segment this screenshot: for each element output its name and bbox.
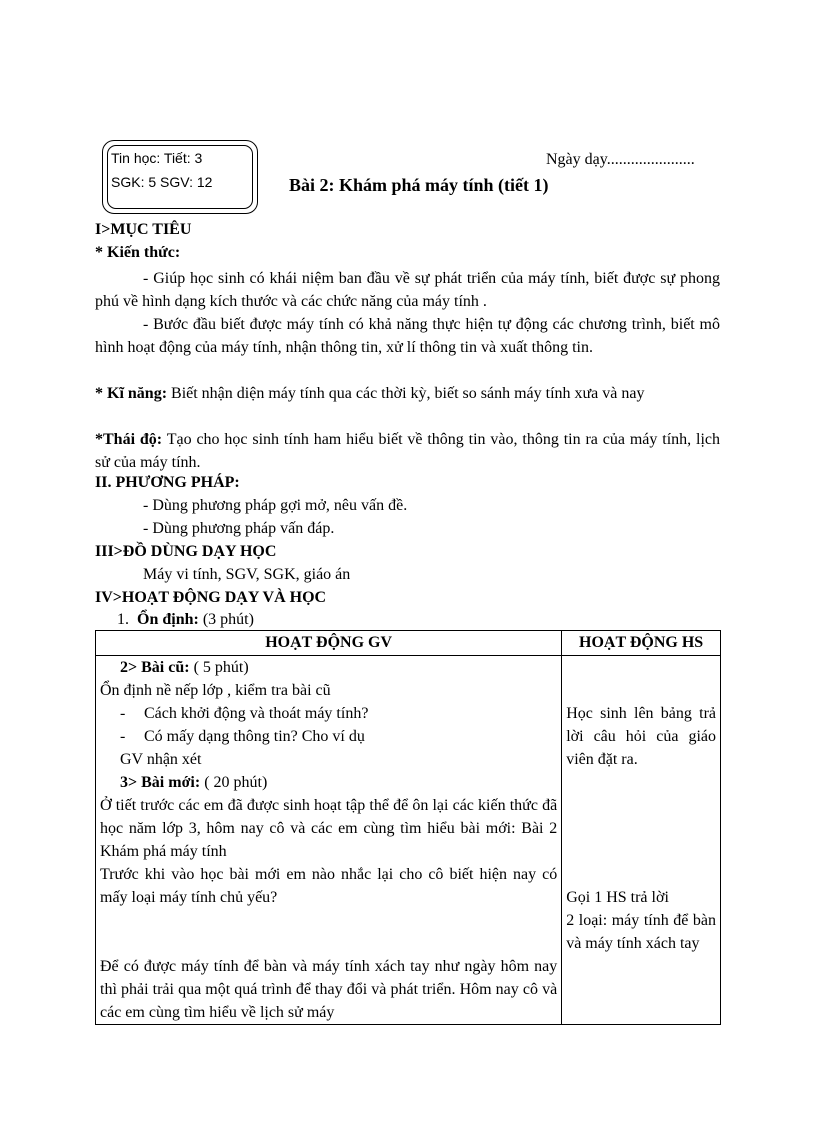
knowledge-paragraph-1: - Giúp học sinh có khái niệm ban đầu về sự phát triển của máy tính, biết được sự phong phú về hình dạng kích thước và các chức năng của máy tính . (95, 270, 720, 310)
old-lesson-intro: Ổn định nề nếp lớp , kiểm tra bài cũ (100, 682, 331, 699)
spacer (100, 909, 557, 955)
table-row (96, 656, 721, 1025)
materials-text: Máy vi tính, SGV, SGK, giáo án (143, 566, 351, 583)
skill-text: Biết nhận diện máy tính qua các thời kỳ, biết so sánh máy tính xưa và nay (167, 385, 645, 402)
knowledge-paragraph-2: - Bước đầu biết được máy tính có khả năng thực hiện tự động các chương trình, biết mô hình hoạt động của máy tính, nhận thông tin, xử lí thông tin và xuất thông tin. (95, 316, 720, 356)
lesson-title: Bài 2: Khám phá máy tính (tiết 1) (289, 175, 549, 195)
student-answer-1: Học sinh lên bảng trả lời câu hỏi của giáo viên đặt ra. (566, 705, 716, 768)
student-answer-2-line-2: 2 loại: máy tính để bàn và máy tính xách tay (566, 912, 716, 952)
method-item-2: - Dùng phương pháp vấn đáp. (143, 520, 335, 537)
skill-label: * Kĩ năng: (95, 385, 168, 402)
date-label: Ngày dạy...................... (546, 151, 695, 168)
knowledge-label: * Kiến thức: (95, 244, 181, 261)
lesson-info-box (102, 140, 258, 214)
student-answer-2-line-1: Gọi 1 HS trả lời (566, 889, 669, 906)
step1-line (117, 611, 254, 629)
new-lesson-paragraph-3: Để có được máy tính để bàn và máy tính xách tay như ngày hôm nay thì phải trải qua một quá trình để thay đổi và phát triển. Hôm nay cô và các em cùng tìm hiểu về lịch sử máy (100, 958, 558, 1021)
skill-paragraph (95, 382, 720, 405)
teacher-activity-cell (96, 656, 562, 1025)
old-lesson-heading (100, 656, 557, 679)
method-item-1: - Dùng phương pháp gợi mở, nêu vấn đề. (143, 497, 408, 514)
old-question-2: - Có mấy dạng thông tin? Cho ví dụ (120, 725, 557, 748)
spacer (566, 771, 716, 886)
new-lesson-paragraph-1: Ở tiết trước các em đã được sinh hoạt tập thể để ôn lại các kiến thức đã học năm lớp 3, hôm nay cô và các em cùng tìm hiểu bài mới: Bài 2 Khám phá máy tính (100, 797, 558, 860)
old-question-1: - Cách khởi động và thoát máy tính? (120, 702, 557, 725)
new-lesson-label: 3> Bài mới: (120, 774, 201, 791)
info-line-1: Tin học: Tiết: 3 (111, 150, 203, 166)
teacher-comment: GV nhận xét (120, 751, 202, 768)
attitude-text: Tạo cho học sinh tính ham hiểu biết về thông tin vào, thông tin ra của máy tính, lịch sử của máy tính. (95, 431, 721, 471)
step1-number: 1. (117, 611, 129, 628)
old-lesson-time: ( 5 phút) (189, 659, 249, 676)
old-lesson-questions (100, 702, 557, 748)
step1-time: (3 phút) (198, 611, 254, 628)
section2-heading: II. PHƯƠNG PHÁP: (95, 474, 240, 491)
old-lesson-label: 2> Bài cũ: (120, 659, 190, 676)
new-lesson-paragraph-2: Trước khi vào học bài mới em nào nhắc lại cho cô biết hiện nay có mấy loại máy tính chủ yếu? (100, 866, 558, 906)
table-header-row (96, 631, 721, 656)
new-lesson-heading (100, 771, 557, 794)
attitude-label: *Thái độ: (95, 431, 163, 448)
section1-heading: I>MỤC TIÊU (95, 221, 192, 238)
step1-label: Ổn định: (137, 611, 199, 628)
new-lesson-time: ( 20 phút) (200, 774, 268, 791)
section4-heading: IV>HOẠT ĐỘNG DẠY VÀ HỌC (95, 589, 327, 606)
info-line-2: SGK: 5 SGV: 12 (111, 174, 213, 190)
activity-table (95, 630, 721, 1025)
header-teacher-activity: HOẠT ĐỘNG GV (96, 631, 562, 656)
header-student-activity: HOẠT ĐỘNG HS (562, 631, 721, 656)
section3-heading: III>ĐỒ DÙNG DẠY HỌC (95, 543, 277, 560)
attitude-paragraph (95, 428, 720, 474)
student-activity-cell (562, 656, 721, 1025)
spacer (566, 656, 716, 702)
